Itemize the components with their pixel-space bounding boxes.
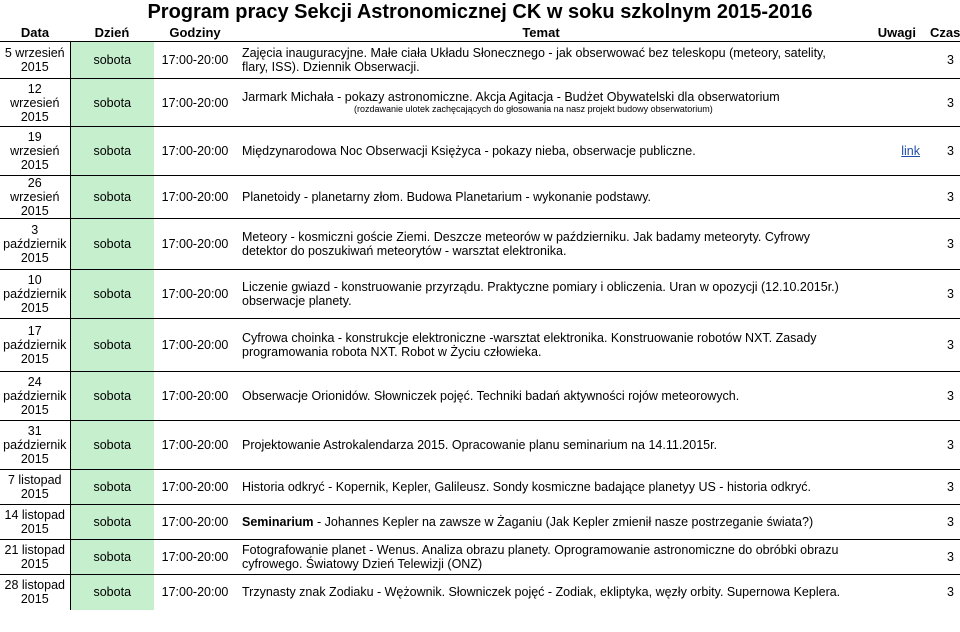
date-line-3: 2015 (20, 592, 49, 607)
topic-text: Meteory - kosmiczni goście Ziemi. Deszcze meteorów w październiku. Jak badamy meteoryty. Cyfrowy detektor do poszukiwań meteorytów - warsztat elektronika. (242, 230, 810, 258)
table-row (0, 540, 960, 575)
date-cell (0, 575, 70, 610)
date-line-1: 10 (27, 273, 42, 287)
time-cell: 3 (930, 470, 960, 505)
topic-cell (236, 421, 846, 470)
date-line-1: 17 (27, 324, 42, 338)
day-cell: sobota (70, 42, 154, 79)
time-cell: 3 (930, 421, 960, 470)
date-line-3: 2015 (20, 251, 49, 265)
topic-text: Jarmark Michała - pokazy astronomiczne. Akcja Agitacja - Budżet Obywatelski dla obserwatorium (242, 90, 780, 104)
table-row (0, 505, 960, 540)
date-line-2: październik (3, 237, 67, 251)
time-cell: 3 (930, 176, 960, 219)
table-row (0, 421, 960, 470)
table-row (0, 42, 960, 79)
notes-cell (846, 470, 930, 505)
date-line-1: 28 listopad (4, 578, 65, 593)
date-line-1: 12 (27, 81, 42, 96)
time-cell: 3 (930, 42, 960, 79)
topic-text: Projektowanie Astrokalendarza 2015. Opracowanie planu seminarium na 14.11.2015r. (242, 438, 718, 452)
time-cell: 3 (930, 127, 960, 176)
date-cell (0, 127, 70, 176)
table-row (0, 372, 960, 421)
topic-text: Zajęcia inauguracyjne. Małe ciała Układu Słonecznego - jak obserwować bez teleskopu (meteory, satelity, flary, ISS). Dziennik Obserwacji. (242, 46, 826, 74)
header-date: Data (0, 24, 70, 42)
date-line-1: 7 listopad (7, 473, 62, 487)
table-row (0, 79, 960, 127)
day-cell: sobota (70, 505, 154, 540)
table-row (0, 270, 960, 319)
date-line-3: 2015 (20, 557, 49, 571)
day-cell: sobota (70, 372, 154, 421)
day-cell: sobota (70, 219, 154, 270)
date-line-1: 26 (27, 176, 42, 190)
time-cell: 3 (930, 372, 960, 421)
topic-cell (236, 540, 846, 575)
topic-text: Historia odkryć - Kopernik, Kepler, Galileusz. Sondy kosmiczne badające planetyy US - historia odkryć. (242, 480, 812, 494)
date-line-1: 19 (27, 130, 42, 144)
date-line-1: 21 listopad (4, 543, 65, 557)
time-cell: 3 (930, 270, 960, 319)
date-cell (0, 470, 70, 505)
topic-text: Międzynarodowa Noc Obserwacji Księżyca - pokazy nieba, obserwacje publiczne. (242, 144, 696, 158)
day-cell: sobota (70, 176, 154, 219)
schedule-table (0, 24, 960, 610)
topic-text: Obserwacje Orionidów. Słowniczek pojęć. Techniki badań aktywności rojów meteorowych. (242, 389, 740, 403)
topic-text: Fotografowanie planet - Wenus. Analiza obrazu planety. Oprogramowanie astronomiczne do obróbki obrazu cyfrowego. Światowy Dzień Telewizji (ONZ) (242, 543, 839, 571)
topic-cell (236, 505, 846, 540)
hours-cell: 17:00-20:00 (154, 421, 236, 470)
date-line-3: 2015 (20, 522, 49, 536)
topic-text: Cyfrowa choinka - konstrukcje elektroniczne -warsztat elektronika. Konstruowanie robotów NXT. Zasady programowania robota NXT. Robot w Życiu człowieka. (242, 331, 817, 359)
date-line-1: 24 (27, 375, 42, 389)
date-cell (0, 421, 70, 470)
hours-cell: 17:00-20:00 (154, 270, 236, 319)
table-row (0, 219, 960, 270)
table-row (0, 127, 960, 176)
notes-cell (846, 127, 930, 176)
day-cell: sobota (70, 79, 154, 127)
date-line-3: 2015 (20, 158, 49, 172)
table-row (0, 470, 960, 505)
date-cell (0, 319, 70, 372)
date-line-2: wrzesień (10, 190, 60, 204)
date-line-1: 31 (27, 424, 42, 438)
day-cell: sobota (70, 470, 154, 505)
hours-cell: 17:00-20:00 (154, 470, 236, 505)
topic-text: Planetoidy - planetarny złom. Budowa Planetarium - wykonanie podstawy. (242, 190, 652, 204)
day-cell: sobota (70, 421, 154, 470)
topic-bold: Seminarium (242, 515, 314, 529)
topic-subnote: (rozdawanie ulotek zachęcających do głosowania na nasz projekt budowy obserwatorium) (354, 104, 713, 114)
header-row (0, 24, 960, 42)
date-line-3: 2015 (20, 487, 49, 501)
hours-cell: 17:00-20:00 (154, 540, 236, 575)
date-line-1: 3 (31, 223, 39, 237)
date-line-3: 2015 (20, 204, 49, 218)
notes-cell (846, 421, 930, 470)
hours-cell: 17:00-20:00 (154, 219, 236, 270)
notes-cell (846, 176, 930, 219)
topic-text: Liczenie gwiazd - konstruowanie przyrządu. Praktyczne pomiary i obliczenia. Uran w opozycji (12.10.2015r.) obserwacje planety. (242, 280, 839, 308)
time-cell: 3 (930, 505, 960, 540)
topic-cell (236, 79, 846, 127)
hours-cell: 17:00-20:00 (154, 176, 236, 219)
time-cell: 3 (930, 575, 960, 610)
date-cell (0, 176, 70, 219)
topic-cell (236, 372, 846, 421)
notes-cell (846, 372, 930, 421)
page-title: Program pracy Sekcji Astronomicznej CK w soku szkolnym 2015-2016 (147, 1, 813, 23)
date-cell (0, 505, 70, 540)
date-line-3: 2015 (20, 109, 49, 124)
notes-link[interactable]: link (901, 144, 920, 158)
date-line-1: 5 wrzesień (4, 46, 65, 60)
header-hours: Godziny (154, 24, 236, 42)
hours-cell: 17:00-20:00 (154, 319, 236, 372)
date-line-2: październik (3, 438, 67, 452)
date-line-2: wrzesień (10, 95, 60, 110)
day-cell: sobota (70, 575, 154, 610)
header-topic: Temat (236, 24, 846, 42)
topic-text: - Johannes Kepler na zawsze w Żaganiu (Jak Kepler zmienił nasze postrzeganie świata?) (313, 515, 814, 529)
topic-cell (236, 575, 846, 610)
date-cell (0, 372, 70, 421)
topic-cell (236, 127, 846, 176)
hours-cell: 17:00-20:00 (154, 575, 236, 610)
notes-cell (846, 319, 930, 372)
day-cell: sobota (70, 319, 154, 372)
date-line-2: październik (3, 338, 67, 352)
topic-cell (236, 270, 846, 319)
date-line-2: wrzesień (10, 144, 60, 158)
hours-cell: 17:00-20:00 (154, 505, 236, 540)
date-line-3: 2015 (20, 452, 49, 466)
header-notes: Uwagi (846, 24, 930, 42)
day-cell: sobota (70, 270, 154, 319)
hours-cell: 17:00-20:00 (154, 42, 236, 79)
date-cell (0, 79, 70, 127)
day-cell: sobota (70, 127, 154, 176)
hours-cell: 17:00-20:00 (154, 79, 236, 127)
table-row (0, 575, 960, 610)
time-cell: 3 (930, 540, 960, 575)
day-cell: sobota (70, 540, 154, 575)
schedule-body (0, 42, 960, 610)
table-row (0, 176, 960, 219)
date-cell (0, 219, 70, 270)
notes-cell (846, 79, 930, 127)
header-day: Dzień (70, 24, 154, 42)
topic-cell (236, 42, 846, 79)
time-cell: 3 (930, 79, 960, 127)
notes-cell (846, 270, 930, 319)
date-line-2: październik (3, 389, 67, 403)
hours-cell: 17:00-20:00 (154, 127, 236, 176)
date-cell (0, 42, 70, 79)
time-cell: 3 (930, 319, 960, 372)
date-cell (0, 270, 70, 319)
date-line-3: 2015 (20, 352, 49, 366)
notes-cell (846, 505, 930, 540)
hours-cell: 17:00-20:00 (154, 372, 236, 421)
date-line-1: 14 listopad (4, 508, 65, 522)
topic-cell (236, 176, 846, 219)
date-line-3: 2015 (20, 301, 49, 315)
time-cell: 3 (930, 219, 960, 270)
notes-cell (846, 219, 930, 270)
date-cell (0, 540, 70, 575)
topic-cell (236, 470, 846, 505)
topic-cell (236, 319, 846, 372)
notes-cell (846, 42, 930, 79)
topic-text: Trzynasty znak Zodiaku - Wężownik. Słowniczek pojęć - Zodiak, ekliptyka, węzły orbity. Supernowa Keplera. (242, 585, 841, 600)
topic-cell (236, 219, 846, 270)
header-time: Czas (930, 24, 960, 40)
date-line-2: październik (3, 287, 67, 301)
table-row (0, 319, 960, 372)
notes-cell (846, 575, 930, 610)
notes-cell (846, 540, 930, 575)
date-line-3: 2015 (20, 60, 49, 74)
date-line-3: 2015 (20, 403, 49, 417)
